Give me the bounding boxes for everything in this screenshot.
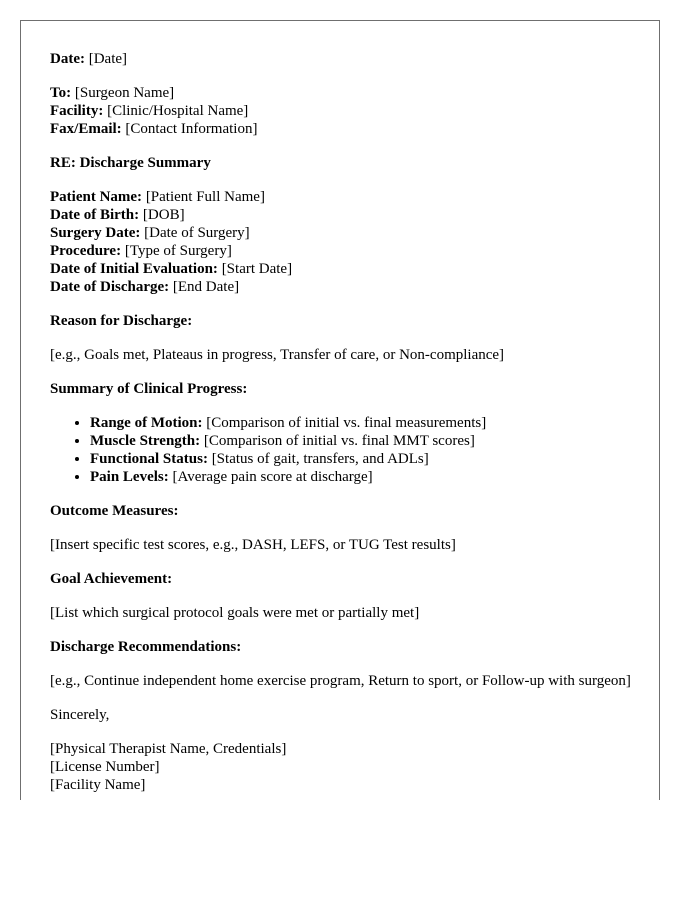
- dob-line: [50, 206, 639, 224]
- discharge-date-label: Date of Discharge:: [50, 279, 170, 295]
- recommendations-text: [e.g., Continue independent home exercise program, Return to sport, or Follow-up with surgeon]: [50, 673, 631, 689]
- facility-line: [50, 102, 639, 120]
- contact-line: [50, 120, 639, 138]
- date-line: [50, 50, 639, 68]
- procedure-line: [50, 242, 639, 260]
- goals-heading: Goal Achievement:: [50, 571, 173, 587]
- list-item-label: Muscle Strength:: [90, 433, 201, 449]
- surgery-date-line: [50, 224, 639, 242]
- list-item-pain-levels: [90, 468, 639, 486]
- dob-value: [DOB]: [142, 207, 185, 223]
- facility-label: Facility:: [50, 103, 104, 119]
- initial-eval-label: Date of Initial Evaluation:: [50, 261, 218, 277]
- initial-eval-line: [50, 260, 639, 278]
- reason-text: [e.g., Goals met, Plateaus in progress, Transfer of care, or Non-compliance]: [50, 347, 505, 363]
- patient-info-block: [50, 188, 639, 296]
- outcomes-text: [Insert specific test scores, e.g., DASH, LEFS, or TUG Test results]: [50, 537, 456, 553]
- procedure-label: Procedure:: [50, 243, 122, 259]
- signature-license: [License Number]: [50, 759, 160, 775]
- date-value: [Date]: [88, 51, 128, 67]
- patient-name-label: Patient Name:: [50, 189, 143, 205]
- to-label: To:: [50, 85, 72, 101]
- recipient-block: [50, 84, 639, 138]
- dob-label: Date of Birth:: [50, 207, 140, 223]
- surgery-date-value: [Date of Surgery]: [144, 225, 250, 241]
- discharge-date-value: [End Date]: [172, 279, 240, 295]
- goals-text: [List which surgical protocol goals were met or partially met]: [50, 605, 420, 621]
- discharge-date-line: [50, 278, 639, 296]
- list-item-label: Functional Status:: [90, 451, 208, 467]
- list-item-value: [Status of gait, transfers, and ADLs]: [211, 451, 429, 467]
- to-line: [50, 84, 639, 102]
- closing-text: Sincerely,: [50, 707, 110, 723]
- procedure-value: [Type of Surgery]: [124, 243, 232, 259]
- list-item-value: [Comparison of initial vs. final measurements]: [206, 415, 487, 431]
- list-item-label: Pain Levels:: [90, 469, 169, 485]
- list-item-value: [Comparison of initial vs. final MMT scores]: [203, 433, 475, 449]
- outcomes-heading: Outcome Measures:: [50, 503, 179, 519]
- patient-name-line: [50, 188, 639, 206]
- recommendations-heading: Discharge Recommendations:: [50, 639, 242, 655]
- initial-eval-value: [Start Date]: [221, 261, 293, 277]
- contact-value: [Contact Information]: [125, 121, 258, 137]
- facility-value: [Clinic/Hospital Name]: [107, 103, 249, 119]
- contact-label: Fax/Email:: [50, 121, 122, 137]
- date-block: [50, 50, 639, 68]
- subject-line: RE: Discharge Summary: [50, 155, 211, 171]
- surgery-date-label: Surgery Date:: [50, 225, 141, 241]
- to-value: [Surgeon Name]: [74, 85, 175, 101]
- letter-content: [21, 21, 659, 794]
- progress-list: [50, 414, 639, 486]
- list-item-value: [Average pain score at discharge]: [172, 469, 373, 485]
- list-item-muscle-strength: [90, 432, 639, 450]
- list-item-range-of-motion: [90, 414, 639, 432]
- signature-name: [Physical Therapist Name, Credentials]: [50, 741, 287, 757]
- date-label: Date:: [50, 51, 85, 67]
- signature-block: [50, 740, 639, 794]
- progress-heading: Summary of Clinical Progress:: [50, 381, 248, 397]
- list-item-label: Range of Motion:: [90, 415, 203, 431]
- signature-facility: [Facility Name]: [50, 777, 146, 793]
- list-item-functional-status: [90, 450, 639, 468]
- letter-page: [20, 20, 660, 800]
- patient-name-value: [Patient Full Name]: [145, 189, 265, 205]
- reason-heading: Reason for Discharge:: [50, 313, 193, 329]
